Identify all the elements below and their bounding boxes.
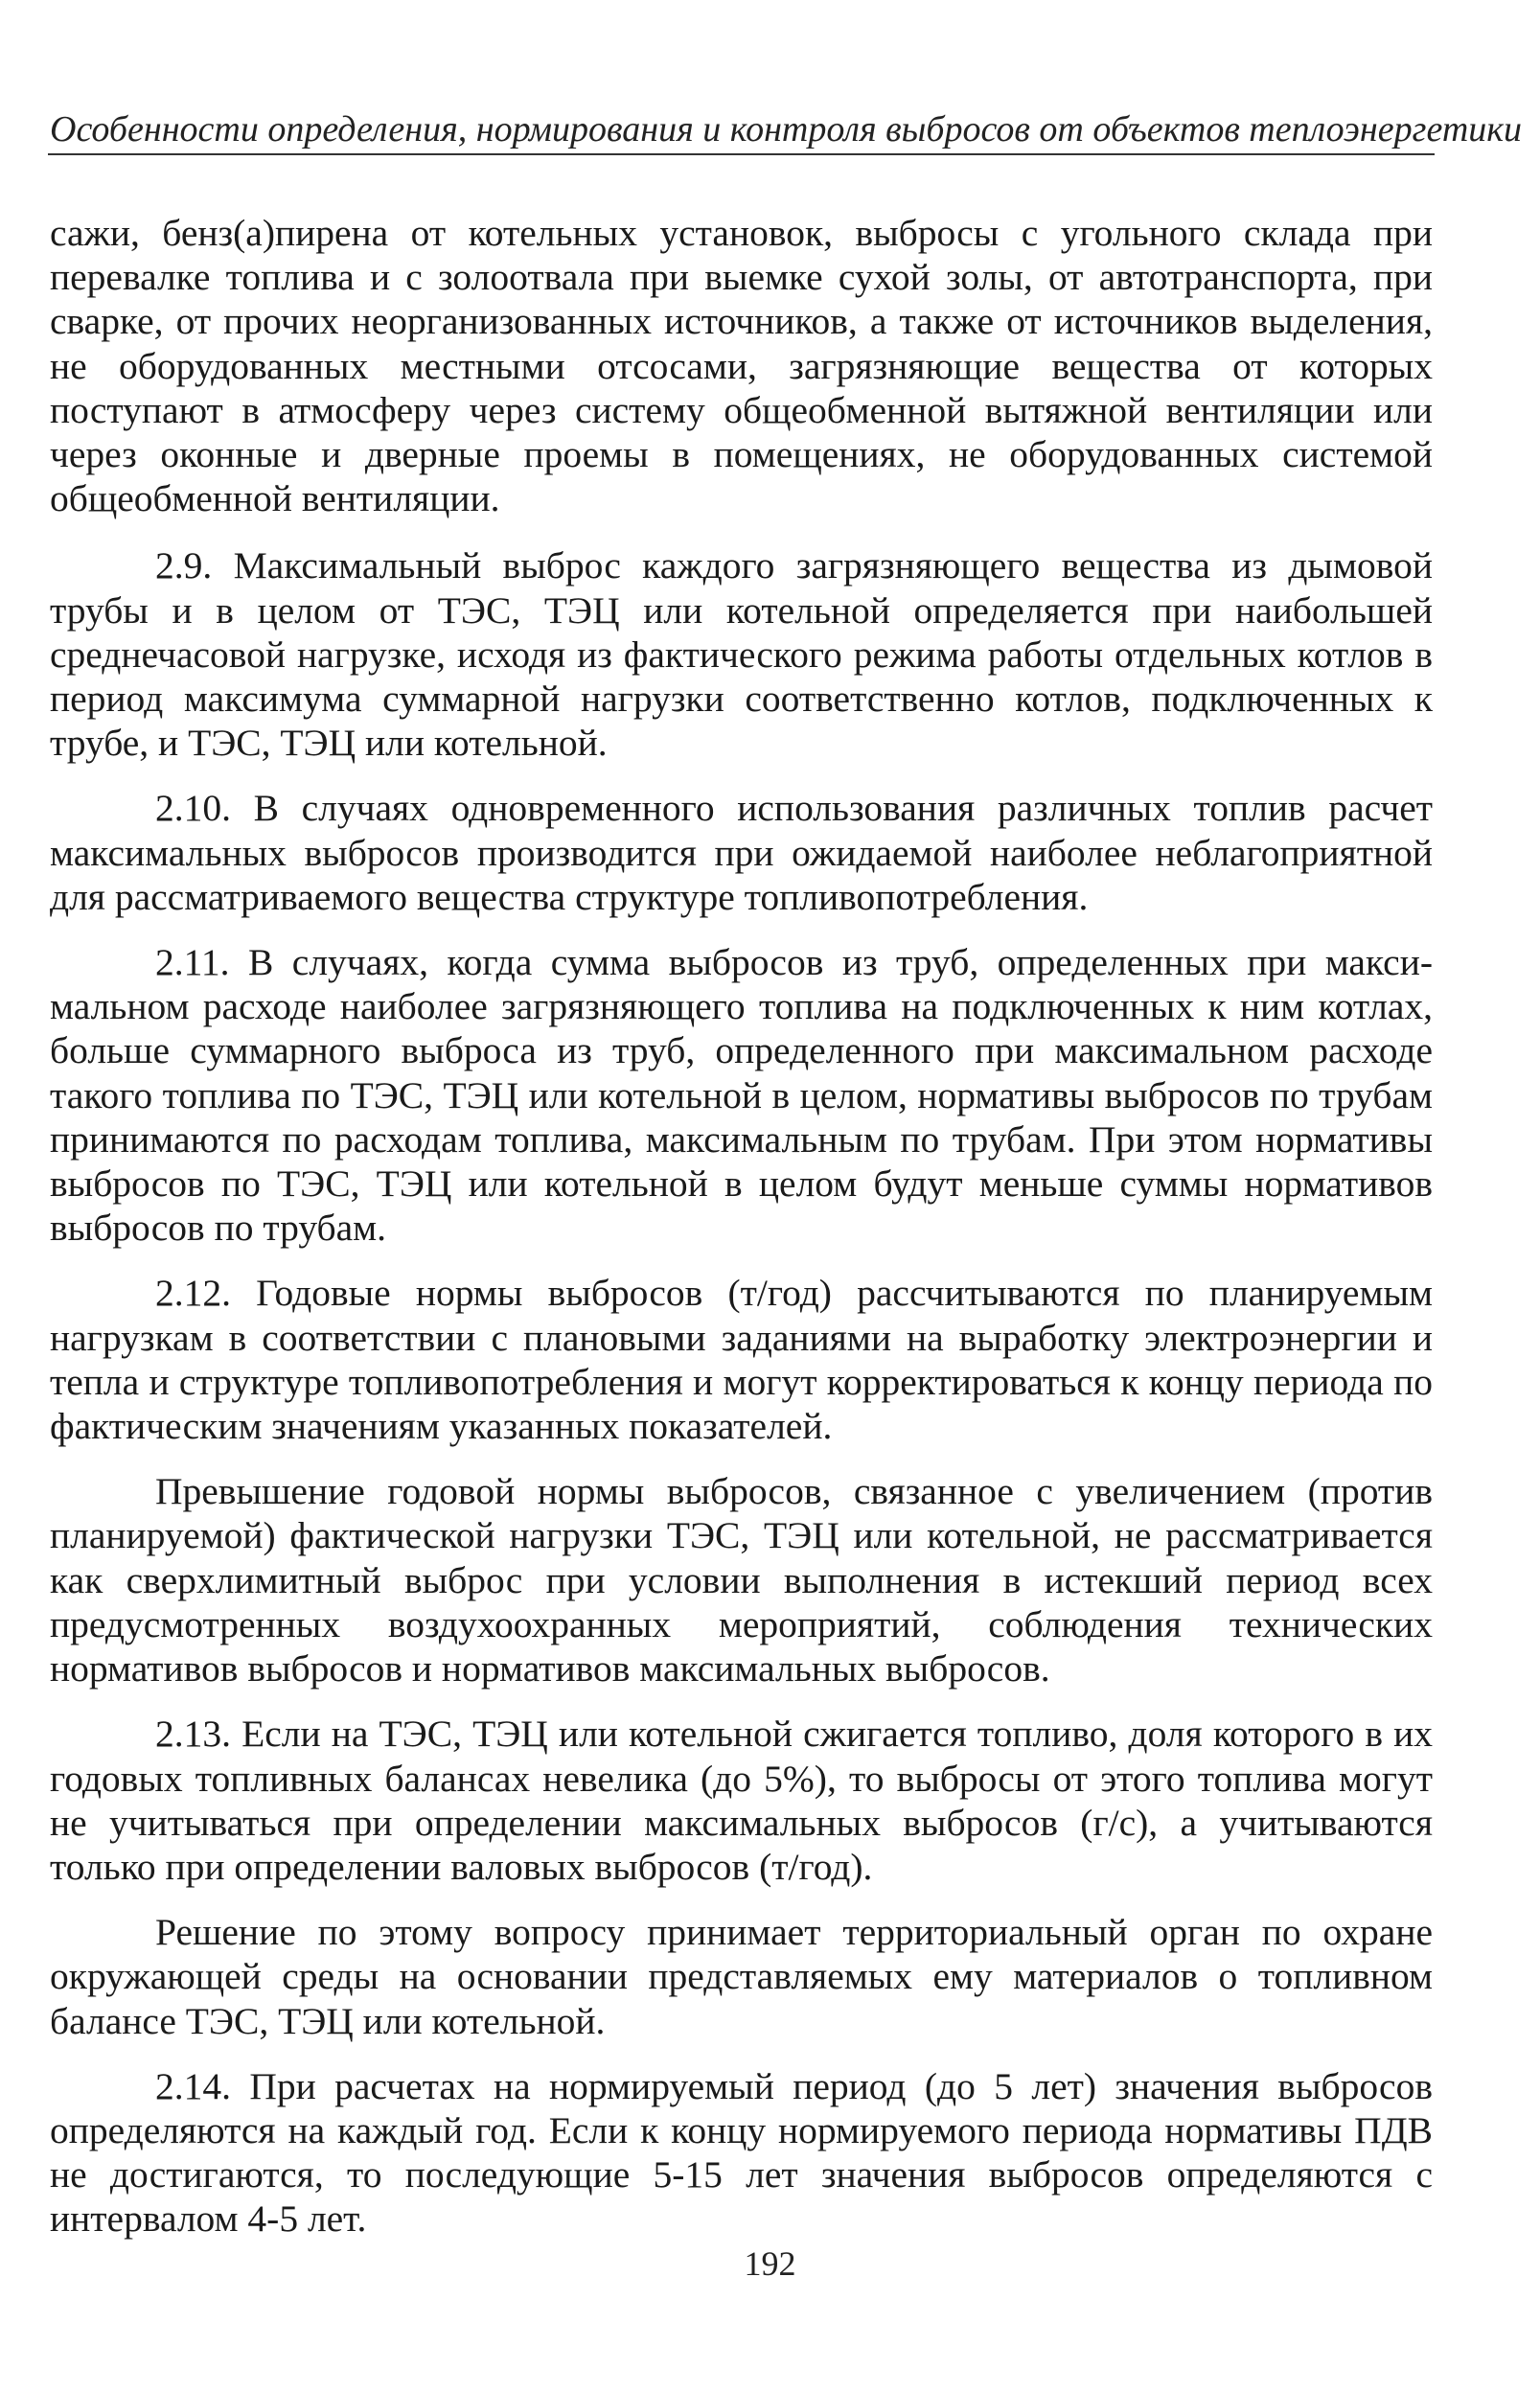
paragraph-annual-excess: Превышение годовой нормы выбросов, связанное с увеличением (против планируемой) фактической нагрузки ТЭС, ТЭЦ или котельной, не рассматривается как сверхлимитный выброс при условии выполнения в истекший период всех предусмотренных воздухоохранных мероприятий, соблюдения технических нормативов выбросов и нормативов максимальных выбросов. <box>50 1470 1433 1690</box>
body-text <box>50 211 1433 2263</box>
paragraph-2-14: 2.14. При расчетах на нормируемый период (до 5 лет) значения выбросов определяются на каждый год. Если к концу нормируемого периода нормативы ПДВ не достигаются, то последующие 5-15 лет значения выбросов определяются с интервалом 4-5 лет. <box>50 2064 1433 2241</box>
paragraph-2-12: 2.12. Годовые нормы выбросов (т/год) рассчитываются по планируемым нагрузкам в соответствии с плановыми заданиями на выработку электроэнергии и тепла и структуре топливопотребления и могут корректироваться к концу периода по фактическим значениям указанных показателей. <box>50 1272 1433 1448</box>
header-rule <box>48 153 1435 155</box>
paragraph-2-13: 2.13. Если на ТЭС, ТЭЦ или котельной сжигается топливо, доля которого в их годовых топливных балансах невелика (до 5%), то выбросы от этого топлива могут не учитываться при определении максимальных выбросов (г/с), а учитываются только при определении валовых выбросов (т/год). <box>50 1713 1433 1888</box>
paragraph-2-9: 2.9. Максимальный выброс каждого загрязняющего вещества из дымовой трубы и в целом от ТЭС, ТЭЦ или котельной определяется при наибольшей среднечасовой нагрузке, исходя из фактического режима работы отдельных котлов в период максимума суммарной нагрузки соответственно котлов, подключенных к трубе, и ТЭС, ТЭЦ или котельной. <box>50 544 1433 765</box>
page-number: 192 <box>744 2244 796 2283</box>
paragraph-decision: Решение по этому вопросу принимает территориальный орган по охране окружающей среды на основании представляемых ему материалов о топливном балансе ТЭС, ТЭЦ или котельной. <box>50 1911 1433 2042</box>
paragraph-continuation: сажи, бенз(а)пирена от котельных установок, выбросы с угольного склада при перевалке топлива и с золоотвала при выемке сухой золы, от автотранспорта, при сварке, от прочих неорганизованных источников, а также от источников выделения, не оборудованных местными отсосами, загрязняющие вещества от которых поступают в атмосферу через систему общеобменной вытяжной вентиляции или через оконные и дверные проемы в помещениях, не оборудованных системой общеобменной вентиляции. <box>50 212 1433 520</box>
paragraph-2-11: 2.11. В случаях, когда сумма выбросов из труб, определенных при максимальном расходе наиболее загрязняющего топлива на подключенных к ним котлах, больше суммарного выброса из труб, определенного при максимальном расходе такого топлива по ТЭС, ТЭЦ или котельной в целом, нормативы выбросов по трубам принимаются по расходам топлива, максимальным по трубам. При этом нормативы выбросов по ТЭС, ТЭЦ или котельной в целом будут меньше суммы нормативов выбросов по трубам. <box>50 941 1433 1250</box>
running-header: Особенности определения, нормирования и контроля выбросов от объектов теплоэнергетики <box>50 109 1523 150</box>
paragraph-2-10: 2.10. В случаях одновременного использования различных топлив расчет максимальных выбросов производится при ожидаемой наиболее неблагоприятной для рассматриваемого вещества структуре топливопотребления. <box>50 787 1433 918</box>
